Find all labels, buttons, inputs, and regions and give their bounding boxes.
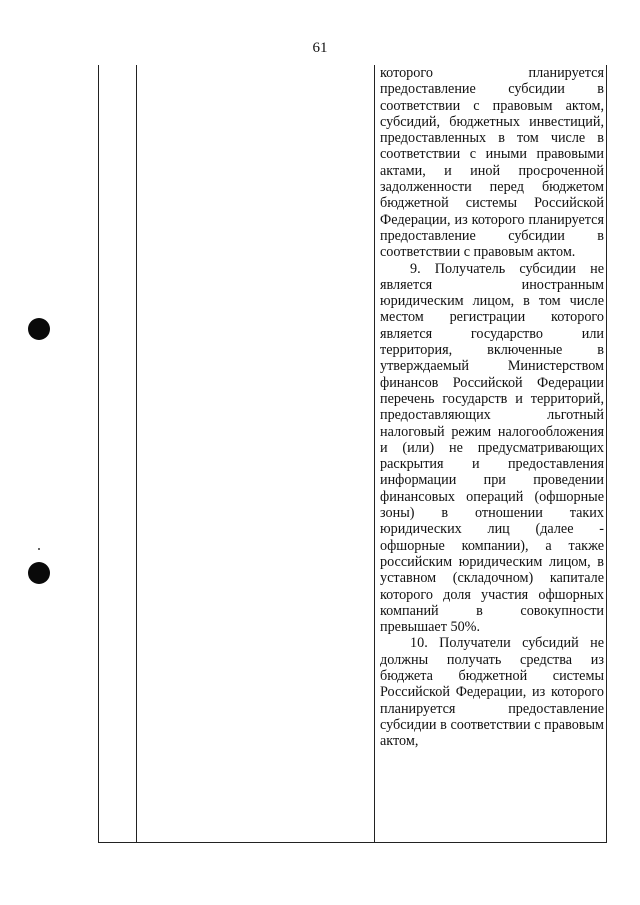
table-border-bottom xyxy=(98,842,607,843)
item-10-paragraph: 10. Получатели субсидий не должны получать средства из бюджета бюджетной системы Российской Федерации, из которого планируется предоставление субсидии в соответствии с правовым актом, xyxy=(380,635,604,750)
binder-hole-top xyxy=(28,318,50,340)
column-divider-1 xyxy=(136,65,137,843)
requirements-cell xyxy=(380,65,604,749)
scan-speck xyxy=(38,548,40,550)
continuation-paragraph: которого планируется предоставление субсидии в соответствии с правовым актом, субсидий, бюджетных инвестиций, предоставленных в том числе в соответствии с иными правовыми актами, и иной просроченной задолженности перед бюджетом бюджетной системы Российской Федерации, из которого планируется предоставление субсидии в соответствии с правовым актом. xyxy=(380,65,604,261)
page-number: 61 xyxy=(312,40,328,56)
item-9-paragraph: 9. Получатель субсидии не является иностранным юридическим лицом, в том числе местом регистрации которого является государство или территория, включенные в утверждаемый Министерством финансов Российской Федерации перечень государств и территорий, предоставляющих льготный налоговый режим налогообложения и (или) не предусматривающих раскрытия и предоставления информации при проведении финансовых операций (офшорные зоны) в отношении таких юридических лиц (далее - офшорные компании), а также российским юридическим лицом, в уставном (складочном) капитале которого доля участия офшорных компаний в совокупности превышает 50%. xyxy=(380,260,604,636)
column-divider-2 xyxy=(374,65,375,843)
table-border-left xyxy=(98,65,99,843)
table-border-right xyxy=(606,65,607,843)
binder-hole-bottom xyxy=(28,562,50,584)
requirements-table xyxy=(98,65,607,843)
